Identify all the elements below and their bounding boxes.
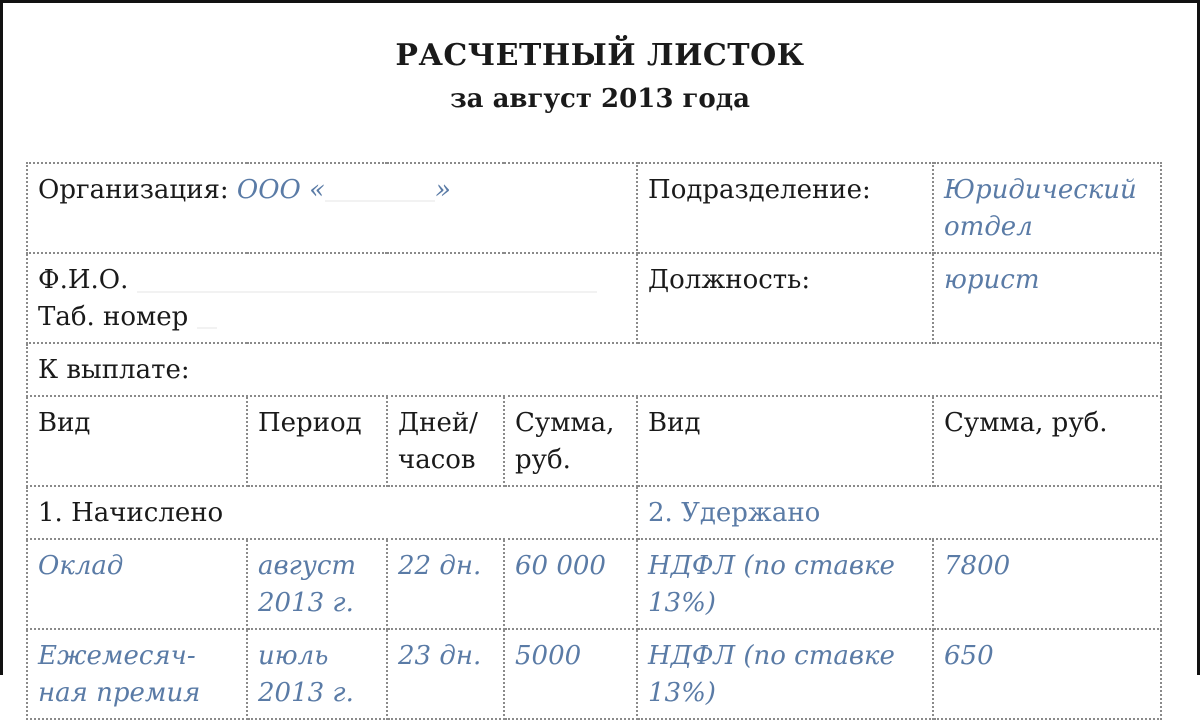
organization-cell	[27, 163, 637, 253]
payout-row	[27, 343, 1161, 396]
row-withhold-kind: НДФЛ (по ставке 13%)	[637, 539, 933, 629]
row-sum: 60 000	[504, 539, 637, 629]
redacted-tab-number	[197, 307, 217, 329]
payout-label: К выплате:	[38, 355, 190, 385]
payout-cell	[27, 343, 1161, 396]
department-label-cell	[637, 163, 933, 253]
redacted-organization-name	[325, 180, 435, 202]
section-accrued: 1. Начислено	[27, 486, 637, 539]
row-withhold-sum: 7800	[933, 539, 1161, 629]
tab-number-line	[38, 299, 626, 336]
section-withheld: 2. Удержано	[637, 486, 1161, 539]
organization-value: ООО «	[236, 175, 326, 205]
row-days: 23 дн.	[387, 629, 504, 719]
department-value: Юридический отдел	[944, 175, 1137, 242]
organization-row	[27, 163, 1161, 253]
redacted-fio	[137, 269, 597, 293]
header-sum-left: Сумма, руб.	[504, 396, 637, 486]
position-label-cell	[637, 253, 933, 343]
organization-value-end: »	[435, 175, 451, 205]
section-row	[27, 486, 1161, 539]
employee-row	[27, 253, 1161, 343]
document-subtitle: за август 2013 года	[450, 84, 750, 114]
table-row	[27, 629, 1161, 719]
column-header-row	[27, 396, 1161, 486]
header-kind-left: Вид	[27, 396, 247, 486]
row-withhold-sum: 650	[933, 629, 1161, 719]
header-days: Дней/ часов	[387, 396, 504, 486]
document-title: РАСЧЕТНЫЙ ЛИСТОК	[395, 38, 805, 73]
fio-line	[38, 262, 626, 299]
position-value: юрист	[944, 265, 1040, 295]
row-period: июль 2013 г.	[247, 629, 387, 719]
department-value-cell	[933, 163, 1161, 253]
row-kind: Ежемесяч- ная премия	[27, 629, 247, 719]
employee-cell	[27, 253, 637, 343]
payslip-table	[26, 162, 1162, 720]
frame-border-top	[0, 0, 1200, 3]
header-sum-right: Сумма, руб.	[933, 396, 1161, 486]
tab-number-label: Таб. номер	[38, 302, 189, 332]
header-period: Период	[247, 396, 387, 486]
table-row	[27, 539, 1161, 629]
row-sum: 5000	[504, 629, 637, 719]
row-withhold-kind: НДФЛ (по ставке 13%)	[637, 629, 933, 719]
row-days: 22 дн.	[387, 539, 504, 629]
row-kind: Оклад	[27, 539, 247, 629]
fio-label: Ф.И.О.	[38, 265, 129, 295]
position-value-cell	[933, 253, 1161, 343]
department-label: Подразделение:	[648, 175, 871, 205]
row-period: август 2013 г.	[247, 539, 387, 629]
organization-label: Организация:	[38, 175, 229, 205]
position-label: Должность:	[648, 265, 811, 295]
header-kind-right: Вид	[637, 396, 933, 486]
